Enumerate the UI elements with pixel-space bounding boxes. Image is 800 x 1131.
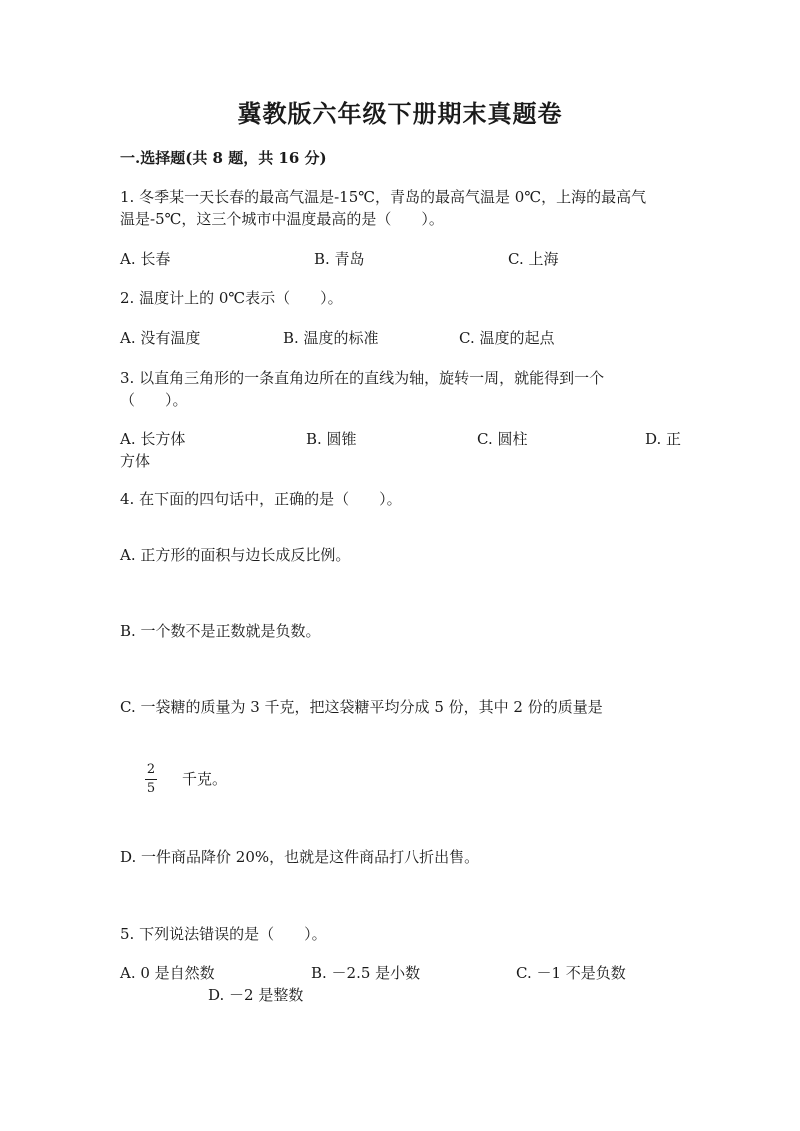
- question-5-option-d: D. －2 是整数: [208, 986, 304, 1004]
- question-1-option-c: C. 上海: [508, 250, 559, 268]
- fraction-two-fifths: [145, 762, 157, 797]
- question-4-option-c: C. 一袋糖的质量为 3 千克，把这袋糖平均分成 5 份，其中 2 份的质量是: [120, 698, 603, 716]
- question-4-option-d: D. 一件商品降价 20%，也就是这件商品打八折出售。: [120, 848, 480, 866]
- question-3-option-d: D. 正: [645, 430, 682, 448]
- question-3-stem-line2: （ ）。: [120, 391, 188, 409]
- question-4-option-c-suffix: 千克。: [182, 770, 228, 788]
- question-1-stem-line2: 温是-5℃，这三个城市中温度最高的是（ ）。: [120, 210, 444, 228]
- question-1-option-a: A. 长春: [120, 250, 171, 268]
- question-2-option-a: A. 没有温度: [120, 329, 201, 347]
- question-3-stem-line1: 3. 以直角三角形的一条直角边所在的直线为轴，旋转一周，就能得到一个: [120, 369, 605, 387]
- fraction-numerator: 2: [146, 762, 156, 777]
- question-5-stem: 5. 下列说法错误的是（ ）。: [120, 925, 327, 943]
- question-3-option-c: C. 圆柱: [477, 430, 528, 448]
- question-1-option-b: B. 青岛: [314, 250, 365, 268]
- question-4-option-a: A. 正方形的面积与边长成反比例。: [120, 546, 351, 564]
- question-3-option-b: B. 圆锥: [306, 430, 357, 448]
- question-4-stem: 4. 在下面的四句话中，正确的是（ ）。: [120, 490, 402, 508]
- question-4-option-b: B. 一个数不是正数就是负数。: [120, 622, 321, 640]
- page-title: 冀教版六年级下册期末真题卷: [237, 99, 563, 128]
- fraction-denominator: 5: [146, 781, 156, 796]
- section-heading: 一.选择题(共 8 题，共 16 分): [120, 149, 327, 167]
- question-5-option-a: A. 0 是自然数: [120, 964, 215, 982]
- question-3-option-a: A. 长方体: [120, 430, 186, 448]
- question-2-option-c: C. 温度的起点: [459, 329, 555, 347]
- question-2-stem: 2. 温度计上的 0℃表示（ ）。: [120, 289, 343, 307]
- question-1-stem-line1: 1. 冬季某一天长春的最高气温是-15℃，青岛的最高气温是 0℃，上海的最高气: [120, 188, 647, 206]
- question-5-option-c: C. －1 不是负数: [516, 964, 626, 982]
- question-3-option-d-wrap: 方体: [120, 452, 151, 470]
- question-5-option-b: B. －2.5 是小数: [311, 964, 421, 982]
- question-2-option-b: B. 温度的标准: [283, 329, 379, 347]
- fraction-bar: [145, 779, 157, 780]
